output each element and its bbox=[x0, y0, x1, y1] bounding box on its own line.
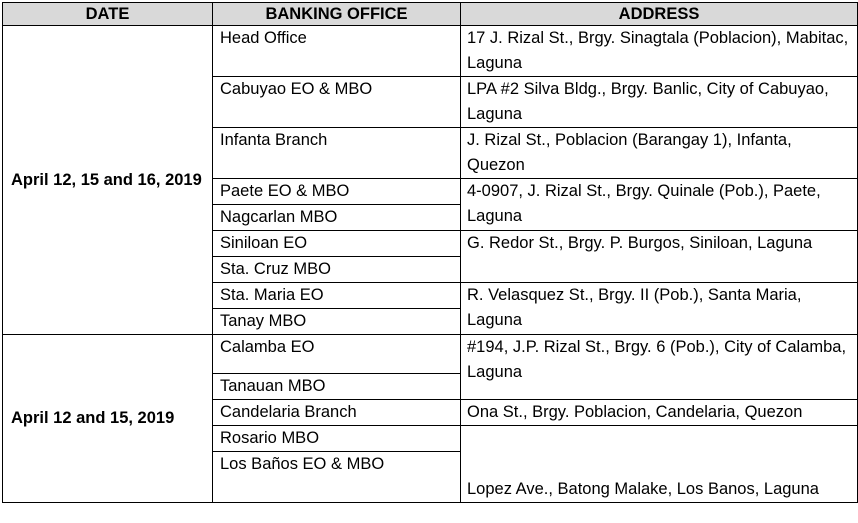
address-cell: J. Rizal St., Poblacion (Barangay 1), Infanta, Quezon bbox=[461, 128, 858, 179]
date-cell: April 12 and 15, 2019 bbox=[3, 335, 213, 503]
office-cell: Tanauan MBO bbox=[213, 374, 461, 400]
office-column-header: BANKING OFFICE bbox=[213, 3, 461, 26]
date-cell: April 12, 15 and 16, 2019 bbox=[3, 26, 213, 335]
address-cell: R. Velasquez St., Brgy. II (Pob.), Santa Maria, Laguna bbox=[461, 283, 858, 335]
office-cell: Los Baños EO & MBO bbox=[213, 452, 461, 503]
address-cell: 4-0907, J. Rizal St., Brgy. Quinale (Pob.), Paete, Laguna bbox=[461, 179, 858, 231]
address-cell: 17 J. Rizal St., Brgy. Sinagtala (Poblacion), Mabitac, Laguna bbox=[461, 26, 858, 77]
office-cell: Candelaria Branch bbox=[213, 400, 461, 426]
table-row bbox=[3, 335, 858, 374]
date-column-header: DATE bbox=[3, 3, 213, 26]
office-cell: Rosario MBO bbox=[213, 426, 461, 452]
office-cell: Head Office bbox=[213, 26, 461, 77]
office-cell: Calamba EO bbox=[213, 335, 461, 374]
office-cell: Tanay MBO bbox=[213, 309, 461, 335]
office-cell: Paete EO & MBO bbox=[213, 179, 461, 205]
address-cell: Ona St., Brgy. Poblacion, Candelaria, Quezon bbox=[461, 400, 858, 426]
office-cell: Infanta Branch bbox=[213, 128, 461, 179]
address-column-header: ADDRESS bbox=[461, 3, 858, 26]
address-cell: LPA #2 Silva Bldg., Brgy. Banlic, City of Cabuyao, Laguna bbox=[461, 77, 858, 128]
table-row bbox=[3, 26, 858, 77]
address-cell: G. Redor St., Brgy. P. Burgos, Siniloan, Laguna bbox=[461, 231, 858, 283]
office-cell: Cabuyao EO & MBO bbox=[213, 77, 461, 128]
office-cell: Nagcarlan MBO bbox=[213, 205, 461, 231]
header-row bbox=[3, 3, 858, 26]
address-cell: #194, J.P. Rizal St., Brgy. 6 (Pob.), City of Calamba, Laguna bbox=[461, 335, 858, 400]
office-cell: Sta. Cruz MBO bbox=[213, 257, 461, 283]
schedule-table bbox=[2, 2, 858, 503]
address-cell: Lopez Ave., Batong Malake, Los Banos, Laguna bbox=[461, 426, 858, 503]
office-cell: Siniloan EO bbox=[213, 231, 461, 257]
office-cell: Sta. Maria EO bbox=[213, 283, 461, 309]
